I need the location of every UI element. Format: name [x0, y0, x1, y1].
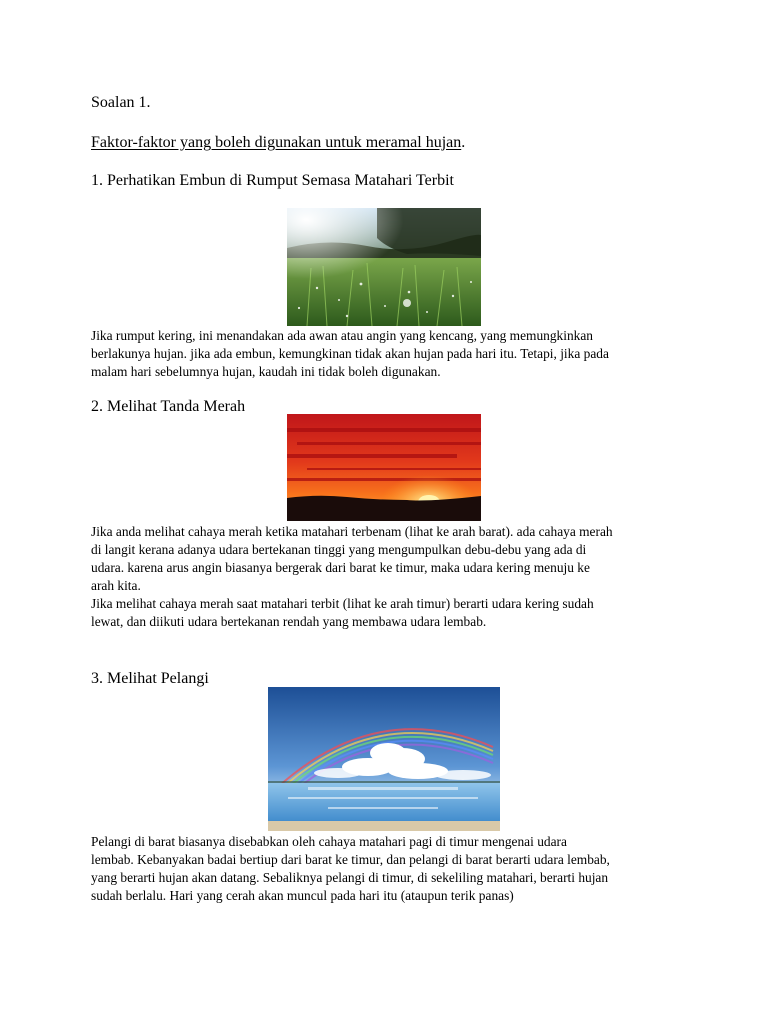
subtitle-underlined-text: Faktor-faktor yang boleh digunakan untuk meramal hujan: [91, 134, 462, 151]
section-2-line-6: lewat, dan diikuti udara bertekanan rendah yang membawa udara lembab.: [91, 614, 487, 629]
question-title: Soalan 1.: [91, 94, 151, 111]
section-2-line-5: Jika melihat cahaya merah saat matahari terbit (lihat ke arah timur) berarti udara kering sudah: [91, 596, 594, 611]
section-2-line-1: Jika anda melihat cahaya merah ketika matahari terbenam (lihat ke arah barat). ada cahaya merah: [91, 524, 613, 539]
section-2-heading: 2. Melihat Tanda Merah: [91, 398, 246, 415]
section-2-line-2: di langit kerana adanya udara bertekanan tinggi yang mengumpulkan debu-debu yang ada di: [91, 542, 587, 557]
section-3-heading: 3. Melihat Pelangi: [91, 670, 209, 687]
section-3-line-2: lembab. Kebanyakan badai bertiup dari barat ke timur, dan pelangi di barat berarti udara lembab,: [91, 852, 610, 867]
section-3-line-3: yang berarti hujan akan datang. Sebaliknya pelangi di timur, di sekeliling matahari, berarti hujan: [91, 870, 609, 885]
section-1-line-1: Jika rumput kering, ini menandakan ada awan atau angin yang kencang, yang memungkinkan: [91, 328, 593, 343]
dew-grass-sunrise-image: [287, 208, 481, 326]
section-3-line-4: sudah berlalu. Hari yang cerah akan muncul pada hari itu (ataupun terik panas): [91, 888, 514, 903]
section-1-heading: 1. Perhatikan Embun di Rumput Semasa Matahari Terbit: [91, 172, 454, 189]
rainbow-over-sea-image: [268, 687, 500, 831]
section-1-line-3: malam hari sebelumnya hujan, kaudah ini tidak boleh digunakan.: [91, 364, 441, 379]
subtitle-period: .: [461, 134, 466, 151]
section-2-line-4: arah kita.: [91, 578, 141, 593]
document-subtitle: [91, 133, 465, 153]
red-sunset-image: [287, 414, 481, 521]
section-2-line-3: udara. karena arus angin biasanya bergerak dari barat ke timur, maka udara kering menuju ke: [91, 560, 590, 575]
section-1-line-2: berlakunya hujan. jika ada embun, kemungkinan tidak akan hujan pada hari itu. Tetapi, jika pada: [91, 346, 609, 361]
section-3-line-1: Pelangi di barat biasanya disebabkan oleh cahaya matahari pagi di timur mengenai udara: [91, 834, 567, 849]
